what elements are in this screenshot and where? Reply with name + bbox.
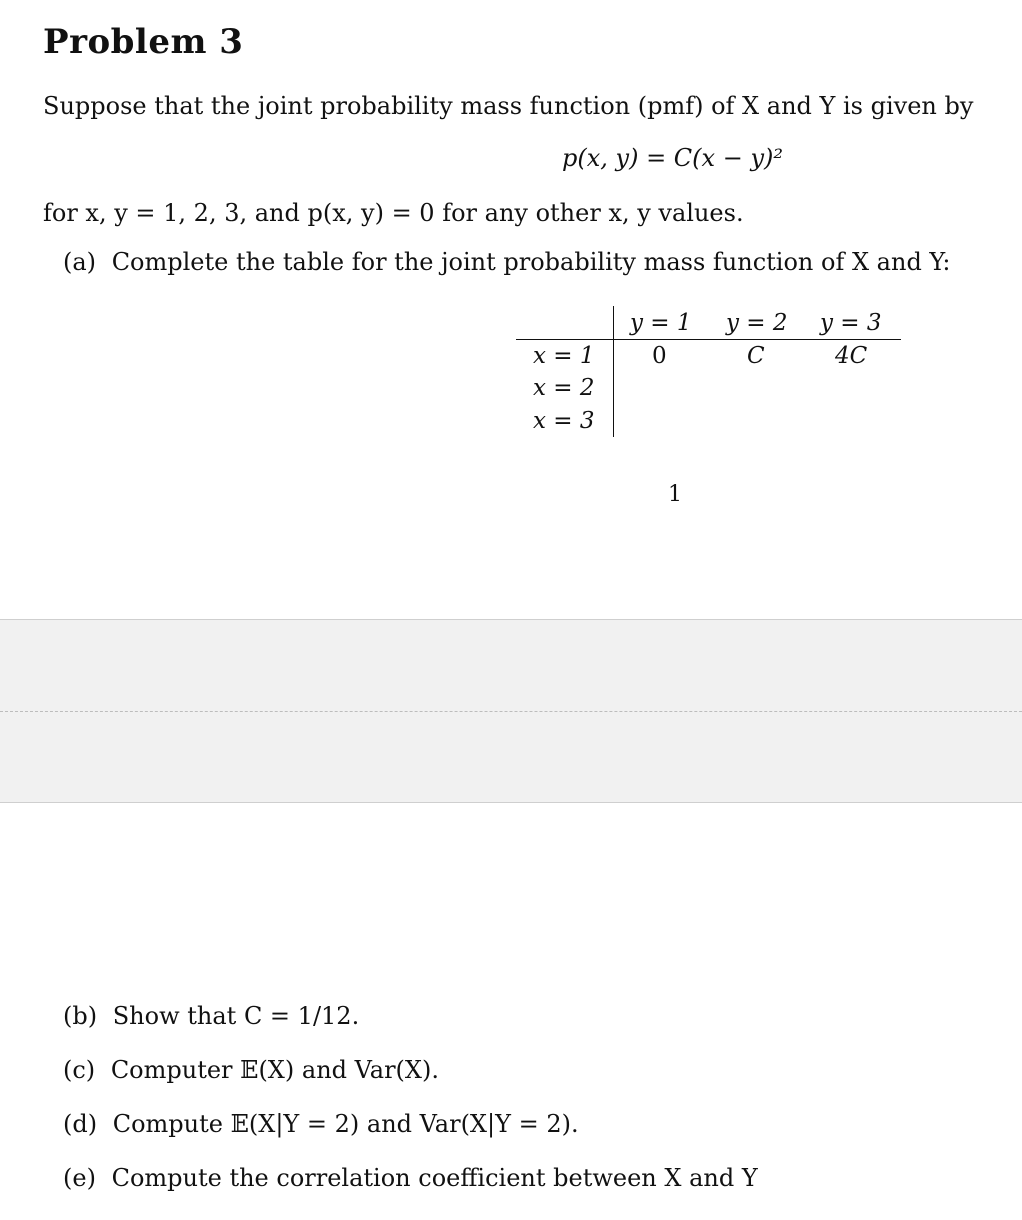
part-a-label: (a)	[63, 248, 97, 276]
part-c-text: Computer 𝔼(X) and Var(X).	[110, 1056, 439, 1084]
part-d-text: Compute 𝔼(X|Y = 2) and Var(X|Y = 2).	[112, 1110, 579, 1138]
intro-text: Suppose that the joint probability mass function (pmf) of X and Y is given by	[43, 92, 974, 120]
part-a-text: Complete the table for the joint probability mass function of X and Y:	[111, 248, 951, 276]
table-horizontal-rule	[516, 339, 901, 340]
cell-x1-y3: 4C	[835, 343, 868, 369]
pmf-formula: p(x, y) = C(x − y)²	[562, 144, 783, 172]
cell-x1-y1: 0	[652, 343, 667, 369]
part-d	[63, 1112, 579, 1136]
col-header-y2: y = 2	[726, 310, 788, 336]
row-header-x2: x = 2	[533, 375, 595, 401]
part-c	[63, 1058, 439, 1082]
part-b-text: Show that C = 1/12.	[112, 1002, 360, 1030]
cell-x1-y2: C	[747, 343, 765, 369]
part-b	[63, 1004, 359, 1028]
part-e-label: (e)	[63, 1164, 96, 1192]
part-c-label: (c)	[63, 1056, 96, 1084]
support-condition: for x, y = 1, 2, 3, and p(x, y) = 0 for any other x, y values.	[43, 199, 744, 227]
problem-title: Problem 3	[43, 22, 244, 62]
table-vertical-rule	[613, 306, 614, 437]
part-a	[63, 250, 950, 274]
page-number: 1	[668, 482, 682, 507]
page-break-band-top	[0, 619, 1022, 712]
row-header-x1: x = 1	[533, 343, 595, 369]
part-e-text: Compute the correlation coefficient between X and Y	[111, 1164, 758, 1192]
col-header-y1: y = 1	[630, 310, 692, 336]
row-header-x3: x = 3	[533, 408, 595, 434]
part-e	[63, 1166, 758, 1190]
page-break-band-bottom	[0, 711, 1022, 803]
part-b-label: (b)	[63, 1002, 98, 1030]
part-d-label: (d)	[63, 1110, 98, 1138]
col-header-y3: y = 3	[820, 310, 882, 336]
